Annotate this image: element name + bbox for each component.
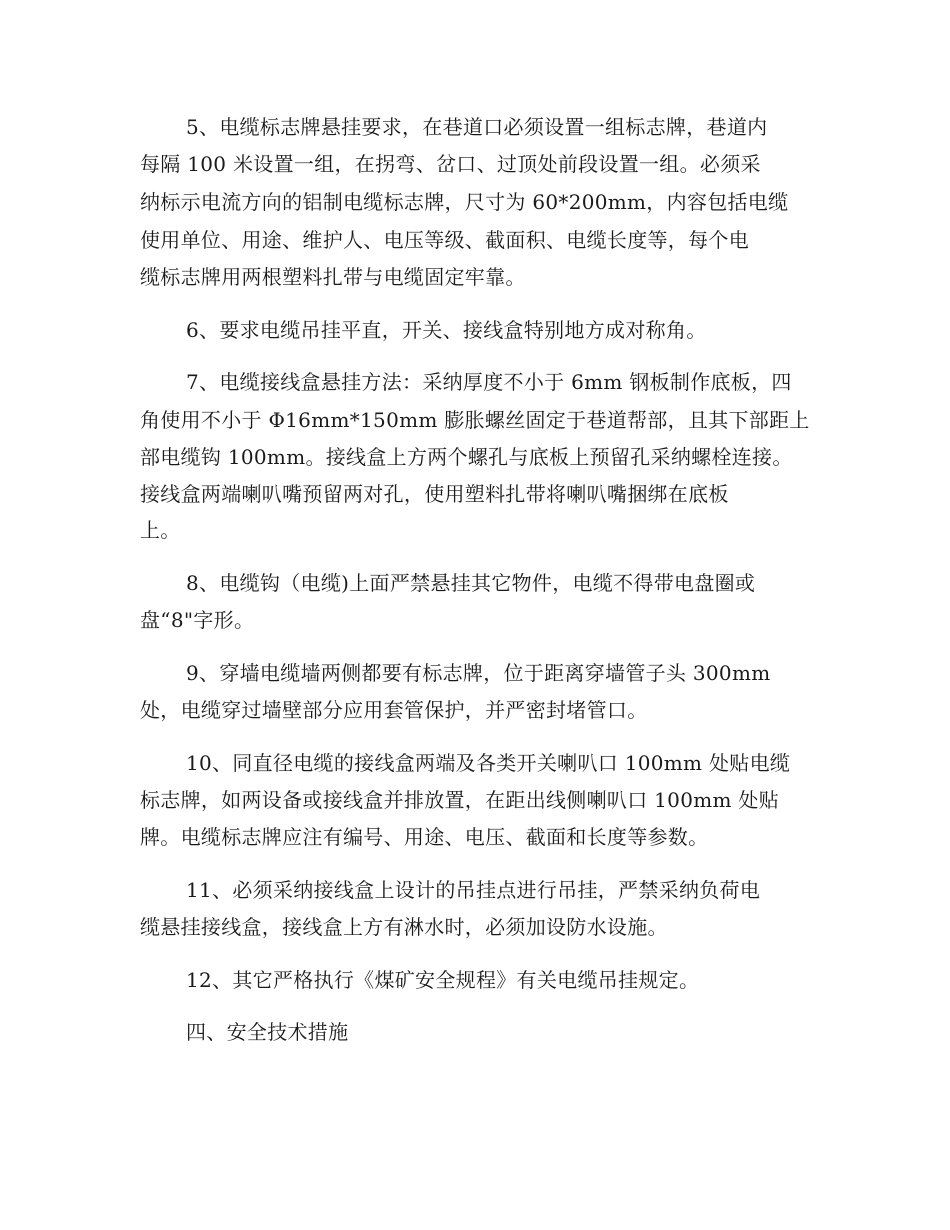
paragraph-5-line-2: 每隔 100 米设置一组，在拐弯、岔口、过顶处前段设置一组。必须采	[140, 152, 761, 176]
paragraph-8-line-2: 盘“8"字形。	[140, 608, 255, 632]
paragraph-12-line-1: 12、其它严格执行《煤矿安全规程》有关电缆吊挂规定。	[186, 968, 700, 992]
paragraph-8-line-1: 8、电缆钩（电缆)上面严禁悬挂其它物件，电缆不得带电盘圈或	[186, 571, 756, 595]
paragraph-5-line-3: 纳标示电流方向的铝制电缆标志牌，尺寸为 60*200mm，内容包括电缆	[140, 190, 789, 214]
paragraph-11-line-1: 11、必须采纳接线盒上设计的吊挂点进行吊挂，严禁采纳负荷电	[186, 878, 761, 902]
paragraph-7-line-3: 部电缆钩 100mm。接线盒上方两个螺孔与底板上预留孔采纳螺栓连接。	[140, 445, 793, 469]
paragraph-9-line-2: 处，电缆穿过墙壁部分应用套管保护，并严密封堵管口。	[140, 698, 648, 722]
paragraph-6-line-1: 6、要求电缆吊挂平直，开关、接线盒特别地方成对称角。	[186, 318, 707, 342]
section-heading-four: 四、安全技术措施	[186, 1020, 349, 1044]
paragraph-10-line-3: 牌。电缆标志牌应注有编号、用途、电压、截面和长度等参数。	[140, 825, 709, 849]
paragraph-7-line-5: 上。	[140, 518, 181, 542]
paragraph-5-line-1: 5、电缆标志牌悬挂要求，在巷道口必须设置一组标志牌，巷道内	[186, 115, 768, 139]
paragraph-5-line-5: 缆标志牌用两根塑料扎带与电缆固定牢靠。	[140, 265, 526, 289]
paragraph-9-line-1: 9、穿墙电缆墙两侧都要有标志牌，位于距离穿墙管子头 300mm	[186, 661, 771, 685]
paragraph-10-line-2: 标志牌，如两设备或接线盒并排放置，在距出线侧喇叭口 100mm 处贴	[140, 788, 780, 812]
paragraph-7-line-1: 7、电缆接线盒悬挂方法：采纳厚度不小于 6mm 钢板制作底板，四	[186, 370, 792, 394]
paragraph-10-line-1: 10、同直径电缆的接线盒两端及各类开关喇叭口 100mm 处贴电缆	[186, 751, 791, 775]
paragraph-5-line-4: 使用单位、用途、维护人、电压等级、截面积、电缆长度等，每个电	[140, 228, 749, 252]
paragraph-11-line-2: 缆悬挂接线盒，接线盒上方有淋水时，必须加设防水设施。	[140, 915, 668, 939]
paragraph-7-line-4: 接线盒两端喇叭嘴预留两对孔，使用塑料扎带将喇叭嘴捆绑在底板	[140, 482, 729, 506]
paragraph-7-line-2: 角使用不小于 Φ16mm*150mm 膨胀螺丝固定于巷道帮部，且其下部距上	[140, 408, 810, 432]
